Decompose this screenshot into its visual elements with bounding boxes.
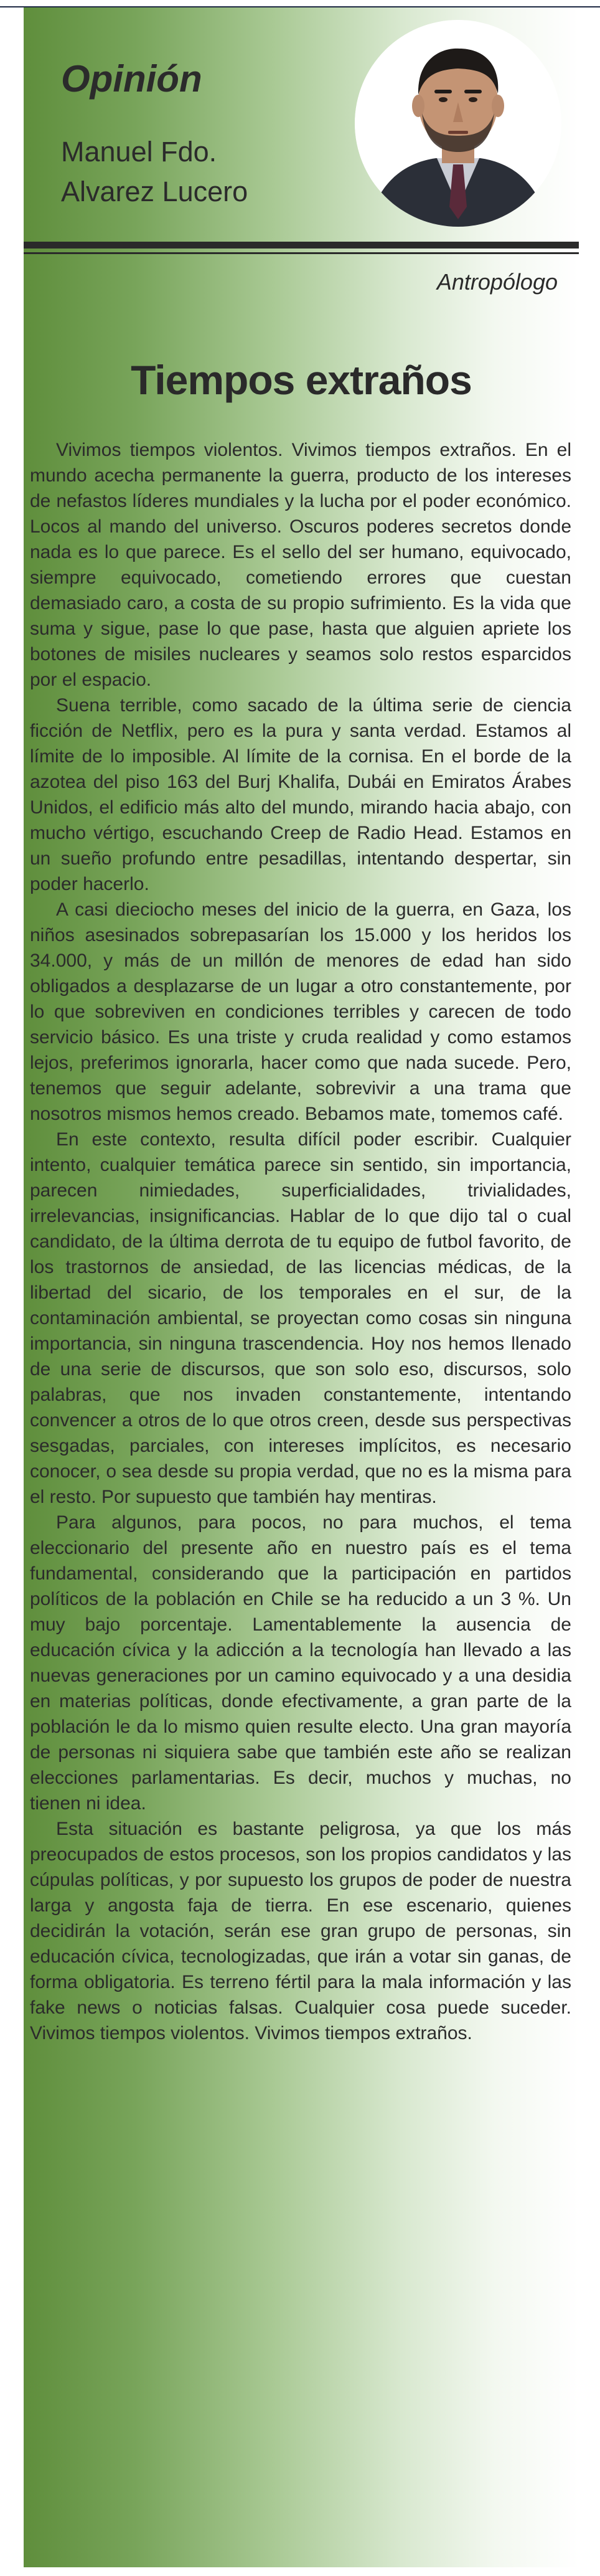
author-name-line1: Manuel Fdo.	[61, 136, 217, 168]
article-paragraph-1: Vivimos tiempos violentos. Vivimos tiempos extraños. En el mundo acecha permanente la guerra, producto de los intereses de nefastos líderes mundiales y la lucha por el poder económico. Locos al mando del universo. Oscuros poderes secretos donde nada es lo que parece. Es el sello del ser humano, equivocado, siempre equivocado, cometiendo errores que cuestan demasiado caro, a costa de su propio sufrimiento. Es la vida que suma y sigue, pase lo que pase, hasta que alguien apriete los botones de misiles nucleares y seamos solo restos esparcidos por el espacio.	[30, 440, 571, 690]
header-divider-thick	[24, 242, 579, 249]
article-paragraph-4: En este contexto, resulta difícil poder escribir. Cualquier intento, cualquier temática parece sin sentido, sin importancia, parecen nimiedades, superficialidades, trivialidades, irrelevancias, insignificancias. Hablar de lo que dijo tal o cual candidato, de la última derrota de tu equipo de futbol favorito, de los trastornos de ansiedad, de las licencias médicas, de la libertad del sicario, de los temporales en el sur, de la contaminación ambiental, se proyectan como cosas sin ninguna importancia, sin ninguna trascendencia. Hoy nos hemos llenado de una serie de discursos, que son solo eso, discursos, solo palabras, que nos invaden constantemente, intentando convencer a otros de lo que otros creen, desde sus perspectivas sesgadas, parciales, con intereses implícitos, es necesario conocer, o sea desde su propia verdad, que no es la misma para el resto. Por supuesto que también hay mentiras.	[30, 1129, 571, 1507]
author-photo	[355, 20, 561, 227]
opinion-column	[24, 7, 579, 2567]
article-title: Tiempos extraños	[131, 357, 472, 403]
author-name-line2: Alvarez Lucero	[61, 176, 248, 207]
article-paragraph-2: Suena terrible, como sacado de la última serie de ciencia ficción de Netflix, pero es la pura y santa verdad. Estamos al límite de lo imposible. Al límite de la cornisa. En el borde de la azotea del piso 163 del Burj Khalifa, Dubái en Emiratos Árabes Unidos, el edificio más alto del mundo, mirando hacia abajo, con mucho vértigo, escuchando Creep de Radio Head. Estamos en un sueño profundo entre pesadillas, intentando despertar, sin poder hacerlo.	[30, 695, 571, 894]
header-divider-thin	[24, 252, 579, 254]
author-portrait-icon	[355, 20, 561, 227]
article-paragraph-5: Para algunos, para pocos, no para muchos, el tema eleccionario del presente año en nuestro país es el tema fundamental, considerando que la participación en partidos políticos de la población en Chile se ha reducido a un 3 %. Un muy bajo porcentaje. Lamentablemente la ausencia de educación cívica y la adicción a la tecnología han llevado a las nuevas generaciones por un camino equivocado y a una desidia en materias políticas, donde efectivamente, a gran parte de la población le da lo mismo quien resulte electo. Una gran mayoría de personas ni siquiera sabe que también este año se realizan elecciones parlamentarias. Es decir, muchos y muchas, no tienen ni idea.	[30, 1512, 571, 1814]
article-paragraph-6: Esta situación es bastante peligrosa, ya que los más preocupados de estos procesos, son los propios candidatos y las cúpulas políticas, y por supuesto los grupos de poder de nuestra larga y angosta faja de tierra. En ese escenario, quienes decidirán la votación, serán ese gran grupo de personas, sin educación cívica, tecnologizadas, que irán a votar sin ganas, de forma obligatoria. Es terreno fértil para la mala información y las fake news o noticias falsas. Cualquier cosa puede suceder. Vivimos tiempos violentos. Vivimos tiempos extraños.	[30, 1819, 571, 2043]
article-paragraph-3: A casi dieciocho meses del inicio de la guerra, en Gaza, los niños asesinados sobrepasarían los 15.000 y los heridos los 34.000, y más de un millón de menores de edad han sido obligados a desplazarse de un lugar a otro constantemente, por lo que sobreviven en condiciones terribles y carecen de todo servicio básico. Es una triste y cruda realidad y como estamos lejos, preferimos ignorarla, hacer como que nada sucede. Pero, tenemos que seguir adelante, sobrevivir a una trama que nosotros mismos hemos creado. Bebamos mate, tomemos café.	[30, 899, 571, 1124]
article-body	[30, 437, 571, 2046]
author-name	[61, 132, 385, 212]
page-top-border	[0, 0, 600, 7]
section-label: Opinión	[61, 58, 202, 100]
author-role: Antropólogo	[436, 269, 558, 295]
